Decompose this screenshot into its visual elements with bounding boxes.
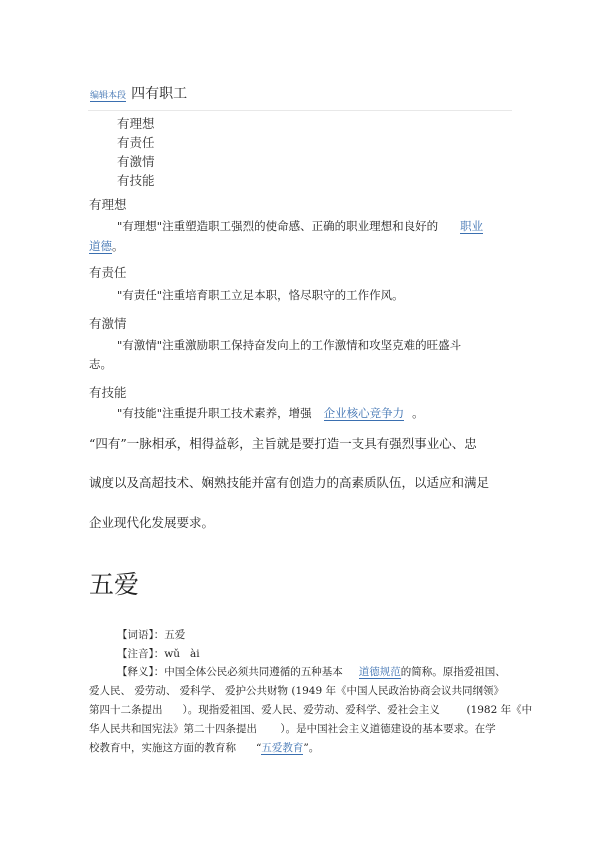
toc-item[interactable]: 有激情 bbox=[117, 154, 155, 169]
zhuyin-value: ：wǔ ài bbox=[153, 648, 200, 660]
shiyi-line bbox=[89, 740, 319, 755]
link-moral-norms[interactable]: 道德规范 bbox=[358, 666, 401, 678]
shiyi-text: ：中国全体公民必须共同遵循的五种基本 bbox=[153, 666, 343, 678]
shiyi-text: ”。 bbox=[303, 742, 320, 754]
shiyi-text: 校教育中，实施这方面的教育称 “ bbox=[89, 742, 262, 754]
item-heading: 有技能 bbox=[89, 385, 127, 400]
item-text bbox=[117, 218, 483, 234]
shiyi-line: 爱人民、 爱劳动、 爱科学、 爱护公共财物 (1949 年《中国人民政治协商会议共同纲领》 bbox=[89, 685, 505, 697]
item-text-line: "有技能"注重提升职工技术素养，增强 bbox=[117, 406, 312, 420]
shiyi-line bbox=[117, 664, 506, 679]
toc-item[interactable]: 有责任 bbox=[117, 135, 155, 150]
toc-item[interactable]: 有理想 bbox=[117, 116, 155, 131]
edit-section-link[interactable]: 编辑本段 bbox=[90, 91, 127, 101]
link-daode[interactable]: 道德 bbox=[89, 239, 112, 253]
item-text-line: "有理想"注重塑造职工强烈的使命感、正确的职业理想和良好的 bbox=[117, 219, 439, 233]
link-zhiye[interactable]: 职业 bbox=[460, 219, 484, 233]
zhuyin-entry bbox=[117, 646, 200, 661]
summary-line: 诚度以及高超技术、娴熟技能并富有创造力的高素质队伍，以适应和满足 bbox=[89, 475, 490, 490]
item-text bbox=[117, 405, 424, 421]
item-heading: 有理想 bbox=[89, 197, 127, 212]
section-header bbox=[90, 83, 187, 103]
ci-value: ：五爱 bbox=[153, 629, 186, 641]
shiyi-line: 第四十二条提出 ）。现指爱祖国、爱人民、爱劳动、爱科学、爱社会主义 (1982 年《中 bbox=[89, 704, 533, 716]
ci-entry bbox=[117, 627, 185, 642]
item-text: "有激情"注重激励职工保持奋发向上的工作激情和攻坚克难的旺盛斗 bbox=[117, 338, 462, 352]
summary-line: “四有”一脉相承，相得益彰，主旨就是要打造一支具有强烈事业心、忠 bbox=[89, 436, 477, 451]
shiyi-line: 华人民共和国宪法》第二十四条提出 ）。是中国社会主义道德建设的基本要求。在学 bbox=[89, 723, 496, 735]
item-heading: 有激情 bbox=[89, 316, 127, 331]
page-title: 五爱 bbox=[89, 570, 140, 599]
shiyi-label: 【释义】 bbox=[117, 666, 154, 678]
section-title: 四有职工 bbox=[131, 86, 188, 102]
toc-item[interactable]: 有技能 bbox=[117, 173, 155, 188]
link-wuai-education[interactable]: 五爱教育 bbox=[261, 742, 304, 754]
item-text: "有责任"注重培育职工立足本职，恪尽职守的工作作风。 bbox=[117, 288, 404, 302]
ci-label: 【词语】 bbox=[117, 629, 154, 641]
item-heading: 有责任 bbox=[89, 265, 127, 280]
shiyi-text: 的简称。原指爱祖国、 bbox=[400, 666, 506, 678]
item-text-cont: 志。 bbox=[89, 357, 112, 371]
punctuation: 。 bbox=[112, 239, 124, 253]
section-divider bbox=[88, 110, 512, 111]
zhuyin-label: 【注音】 bbox=[117, 648, 154, 660]
punctuation: 。 bbox=[412, 406, 424, 420]
link-core-competitiveness[interactable]: 企业核心竞争力 bbox=[323, 406, 405, 420]
summary-line: 企业现代化发展要求。 bbox=[89, 515, 215, 530]
item-text-cont bbox=[89, 238, 124, 254]
